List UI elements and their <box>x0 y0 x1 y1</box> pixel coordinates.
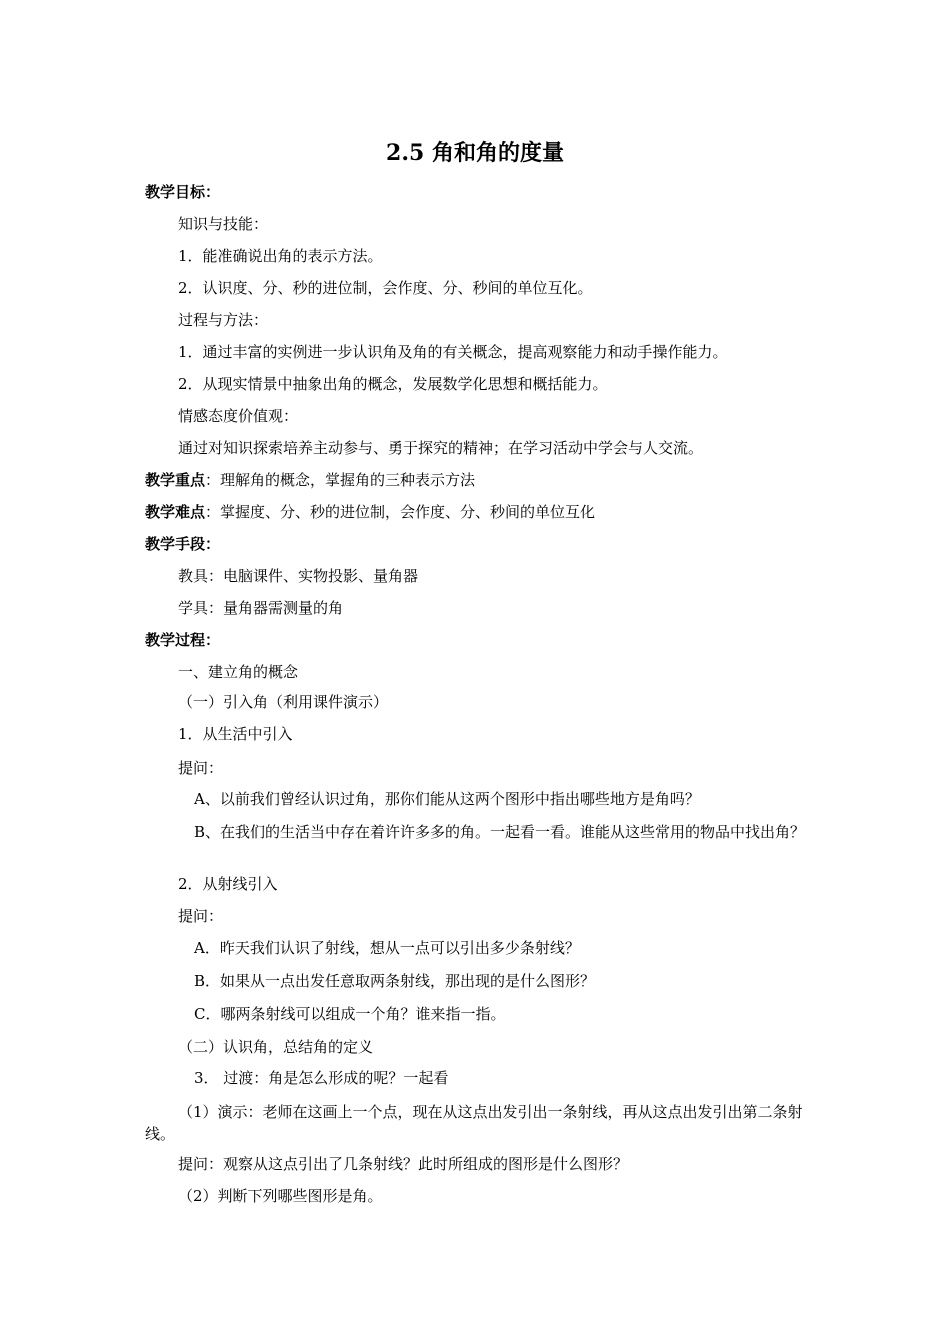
process-method-item-1: 1．通过丰富的实例进一步认识角及角的有关概念，提高观察能力和动手操作能力。 <box>178 343 728 361</box>
ask-3: 提问：观察从这点引出了几条射线？此时所组成的图形是什么图形？ <box>178 1155 629 1173</box>
objectives-heading: 教学目标： <box>145 183 221 201</box>
subsection-1: （一）引入角（利用课件演示） <box>178 693 389 711</box>
knowledge-heading: 知识与技能： <box>178 215 269 233</box>
knowledge-item-2: 2．认识度、分、秒的进位制，会作度、分、秒间的单位互化。 <box>178 279 593 297</box>
knowledge-item-1: 1．能准确说出角的表示方法。 <box>178 247 383 265</box>
question-1b: B、在我们的生活当中存在着许许多多的角。一起看一看。谁能从这些常用的物品中找出角？ <box>194 823 806 841</box>
process-method-heading: 过程与方法： <box>178 311 269 329</box>
question-2b: B．如果从一点出发任意取两条射线，那出现的是什么图形？ <box>194 972 596 990</box>
emotion-heading: 情感态度价值观： <box>178 407 299 425</box>
difficulty <box>145 502 595 522</box>
emotion-text: 通过对知识探索培养主动参与、勇于探究的精神；在学习活动中学会与人交流。 <box>178 439 704 457</box>
key-point <box>145 470 475 490</box>
item-2: 2．从射线引入 <box>178 875 278 893</box>
difficulty-text: ：掌握度、分、秒的进位制，会作度、分、秒间的单位互化 <box>205 503 596 521</box>
difficulty-label: 教学难点 <box>145 503 206 521</box>
subsection-2: （二）认识角，总结角的定义 <box>178 1038 374 1056</box>
section-1: 一、建立角的概念 <box>178 663 299 681</box>
question-1a: A、以前我们曾经认识过角，那你们能从这两个图形中指出哪些地方是角吗？ <box>194 790 700 808</box>
item-1: 1．从生活中引入 <box>178 725 293 743</box>
means-heading: 教学手段： <box>145 535 221 553</box>
process-heading: 教学过程： <box>145 631 221 649</box>
ask-1: 提问： <box>178 759 224 777</box>
page-title: 2.5 角和角的度量 <box>386 140 564 166</box>
teacher-tools: 教具：电脑课件、实物投影、量角器 <box>178 567 419 585</box>
ask-2: 提问： <box>178 907 224 925</box>
key-point-label: 教学重点 <box>145 471 206 489</box>
process-method-item-2: 2．从现实情景中抽象出角的概念，发展数学化思想和概括能力。 <box>178 375 608 393</box>
key-point-text: ：理解角的概念，掌握角的三种表示方法 <box>205 471 476 489</box>
demo-1: （1）演示：老师在这画上一个点，现在从这点出发引出一条射线，再从这点出发引出第二条射线。 <box>145 1103 803 1143</box>
question-2c: C．哪两条射线可以组成一个角？谁来指一指。 <box>194 1005 506 1023</box>
question-2a: A．昨天我们认识了射线，想从一点可以引出多少条射线？ <box>194 939 580 957</box>
item-3: 3． 过渡：角是怎么形成的呢？一起看 <box>194 1069 449 1087</box>
student-tools: 学具：量角器需测量的角 <box>178 599 344 617</box>
demo-2: （2）判断下列哪些图形是角。 <box>178 1187 383 1205</box>
